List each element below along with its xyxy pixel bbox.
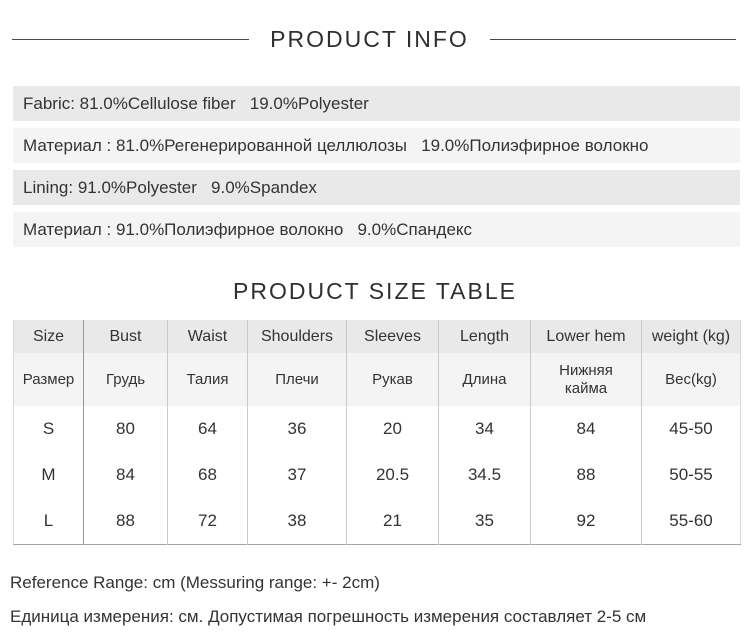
col-header-waist-ru: Талия	[168, 353, 248, 406]
cell-length: 35	[439, 498, 531, 544]
cell-lower-hem: 92	[531, 498, 642, 544]
lining-row-en: Lining: 91.0%Polyester 9.0%Spandex	[13, 170, 740, 205]
cell-lower-hem: 84	[531, 406, 642, 452]
cell-bust: 80	[84, 406, 168, 452]
table-row-size-l	[14, 498, 741, 544]
fabric-row-en: Fabric: 81.0%Cellulose fiber 19.0%Polyester	[13, 86, 740, 121]
col-header-bust-ru: Грудь	[84, 353, 168, 406]
col-header-shoulders-ru: Плечи	[248, 353, 347, 406]
cell-sleeves: 20.5	[347, 452, 439, 498]
fabric-info-list	[0, 86, 750, 247]
size-table-header-en	[14, 320, 741, 353]
col-header-size-ru: Размер	[14, 353, 84, 406]
table-row-size-s	[14, 406, 741, 452]
cell-waist: 64	[168, 406, 248, 452]
cell-shoulders: 38	[248, 498, 347, 544]
cell-size: S	[14, 406, 84, 452]
title-left-line	[12, 39, 249, 40]
title-right-line	[490, 39, 736, 40]
table-row-size-m	[14, 452, 741, 498]
col-header-lower-hem: Lower hem	[531, 320, 642, 353]
cell-waist: 72	[168, 498, 248, 544]
col-header-length-ru: Длина	[439, 353, 531, 406]
col-header-sleeves-ru: Рукав	[347, 353, 439, 406]
cell-weight: 45-50	[642, 406, 741, 452]
cell-length: 34.5	[439, 452, 531, 498]
col-header-shoulders: Shoulders	[248, 320, 347, 353]
col-header-sleeves: Sleeves	[347, 320, 439, 353]
size-table-header-ru	[14, 353, 741, 406]
col-header-size: Size	[14, 320, 84, 353]
col-header-weight: weight (kg)	[642, 320, 741, 353]
cell-sleeves: 21	[347, 498, 439, 544]
cell-bust: 88	[84, 498, 168, 544]
cell-size: L	[14, 498, 84, 544]
size-table-title: PRODUCT SIZE TABLE	[233, 278, 517, 304]
cell-size: M	[14, 452, 84, 498]
cell-sleeves: 20	[347, 406, 439, 452]
cell-lower-hem: 88	[531, 452, 642, 498]
lining-row-ru: Материал : 91.0%Полиэфирное волокно 9.0%Спандекс	[13, 212, 740, 247]
measurement-notes	[10, 572, 750, 627]
col-header-bust: Bust	[84, 320, 168, 353]
cell-length: 34	[439, 406, 531, 452]
cell-shoulders: 37	[248, 452, 347, 498]
fabric-row-ru: Материал : 81.0%Регенерированной целлюлозы 19.0%Полиэфирное волокно	[13, 128, 740, 163]
cell-weight: 55-60	[642, 498, 741, 544]
col-header-weight-ru: Вес(kg)	[642, 353, 741, 406]
cell-weight: 50-55	[642, 452, 741, 498]
col-header-length: Length	[439, 320, 531, 353]
cell-waist: 68	[168, 452, 248, 498]
cell-shoulders: 36	[248, 406, 347, 452]
col-header-waist: Waist	[168, 320, 248, 353]
size-table	[13, 320, 741, 545]
reference-range-note-ru: Единица измерения: см. Допустимая погрешность измерения составляет 2-5 см	[10, 606, 647, 626]
cell-bust: 84	[84, 452, 168, 498]
product-info-title-row	[0, 0, 750, 53]
product-info-title: PRODUCT INFO	[270, 26, 469, 52]
reference-range-note-en: Reference Range: cm (Messuring range: +- 2cm)	[10, 572, 380, 592]
col-header-lower-hem-ru: Нижняя кайма	[531, 353, 642, 406]
